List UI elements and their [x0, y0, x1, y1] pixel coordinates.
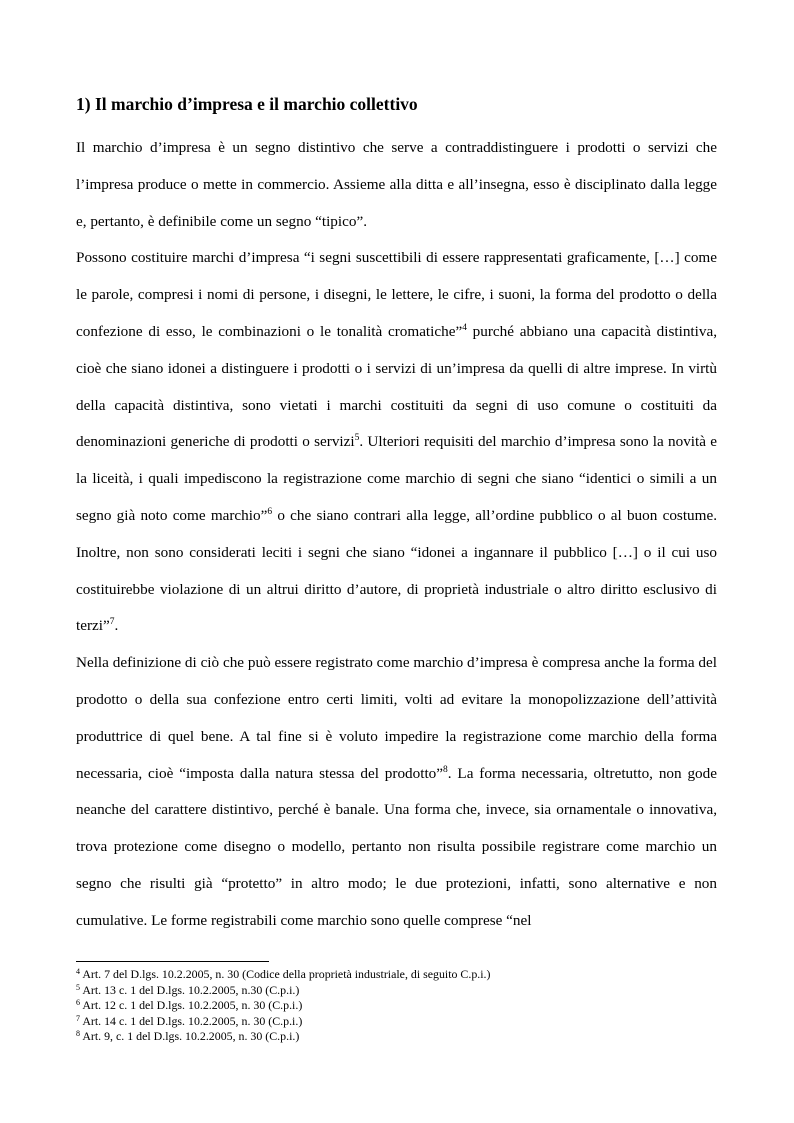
footnote-text: Art. 12 c. 1 del D.lgs. 10.2.2005, n. 30 (C.p.i.) [80, 998, 303, 1012]
footnote-4 [76, 967, 717, 983]
footnote-ref-8[interactable]: 8 [443, 764, 448, 775]
paragraph-1: Il marchio d’impresa è un segno distintivo che serve a contraddistinguere i prodotti o servizi che l’impresa produce o mette in commercio. Assieme alla ditta e all’insegna, esso è disciplinato dalla legge e, pertanto, è definibile come un segno “tipico”. [76, 139, 717, 230]
footnote-number: 6 [76, 998, 80, 1007]
paragraph-2-text-d: o che siano contrari alla legge, all’ordine pubblico o al buon costume. Inoltre, non sono considerati leciti i segni che siano “idonei a ingannare il pubblico […] o il cui uso costituirebbe violazione di un altrui diritto d’autore, di proprietà industriale o altro diritto esclusivo di terzi” [76, 506, 717, 635]
footnote-ref-6[interactable]: 6 [267, 506, 273, 517]
footnote-text: Art. 13 c. 1 del D.lgs. 10.2.2005, n.30 (C.p.i.) [80, 982, 300, 997]
paragraph-3-text-b: . La forma necessaria, oltretutto, non gode neanche del carattere distintivo, perché è banale. Una forma che, invece, sia ornamentale o innovativa, trova protezione come disegno o modello, pertanto non risulta possibile registrare come marchio un segno che risulti già “protetto” in altro modo; le due protezioni, infatti, sono alternative e non cumulative. Le forme registrabili come marchio sono quelle comprese “nel [76, 764, 717, 929]
paragraph-2-text-e: . [114, 617, 119, 635]
footnote-ref-4[interactable]: 4 [462, 322, 467, 333]
footnote-number: 7 [76, 1013, 80, 1023]
footnote-separator [76, 961, 269, 962]
footnote-ref-5[interactable]: 5 [354, 433, 360, 444]
paragraph-3 [76, 645, 717, 939]
footnote-number: 4 [76, 967, 80, 976]
footnote-6 [76, 998, 717, 1014]
footnotes [76, 967, 717, 1045]
paragraph-2-text-a: Possono costituire marchi d’impresa “i segni suscettibili di essere rappresentati graficamente, […] come le parole, compresi i nomi di persone, i disegni, le lettere, le cifre, i suoni, la forma del prodotto o della confezione di esso, le combinazioni o le tonalità cromatiche” [76, 249, 717, 340]
footnote-7 [76, 1014, 717, 1030]
section-heading: 1) Il marchio d’impresa e il marchio collettivo [76, 94, 418, 114]
footnote-number: 8 [76, 1029, 80, 1038]
footnote-text: Art. 14 c. 1 del D.lgs. 10.2.2005, n. 30 (C.p.i.) [80, 1013, 303, 1028]
paragraph-2-text-b: purché abbiano una capacità distintiva, cioè che siano idonei a distinguere i prodotti o i servizi di un’impresa da quelli di altre imprese. In virtù della capacità distintiva, sono vietati i marchi costituiti da segni di uso comune o costituiti da denominazioni generiche di prodotti o servizi [76, 322, 717, 451]
footnote-text: Art. 9, c. 1 del D.lgs. 10.2.2005, n. 30 (C.p.i.) [80, 1029, 300, 1043]
paragraph-2 [76, 240, 717, 645]
footnote-8 [76, 1029, 717, 1045]
paragraph-2-text-c: . Ulteriori requisiti del marchio d’impresa sono la novità e la liceità, i quali impediscono la registrazione come marchio di segni che siano “identici o simili a un segno già noto come marchio” [76, 433, 717, 524]
footnote-ref-7[interactable]: 7 [109, 617, 115, 628]
footnote-number: 5 [76, 982, 80, 992]
footnote-text: Art. 7 del D.lgs. 10.2.2005, n. 30 (Codice della proprietà industriale, di seguito C.p.i.) [80, 967, 491, 981]
document-body [76, 92, 717, 940]
footnote-5 [76, 983, 717, 999]
paragraph-3-text-a: Nella definizione di ciò che può essere registrato come marchio d’impresa è compresa anche la forma del prodotto o della sua confezione entro certi limiti, volti ad evitare la monopolizzazione dell’attività produttrice di quel bene. A tal fine si è voluto impedire la registrazione come marchio della forma necessaria, cioè “imposta dalla natura stessa del prodotto” [76, 654, 717, 782]
